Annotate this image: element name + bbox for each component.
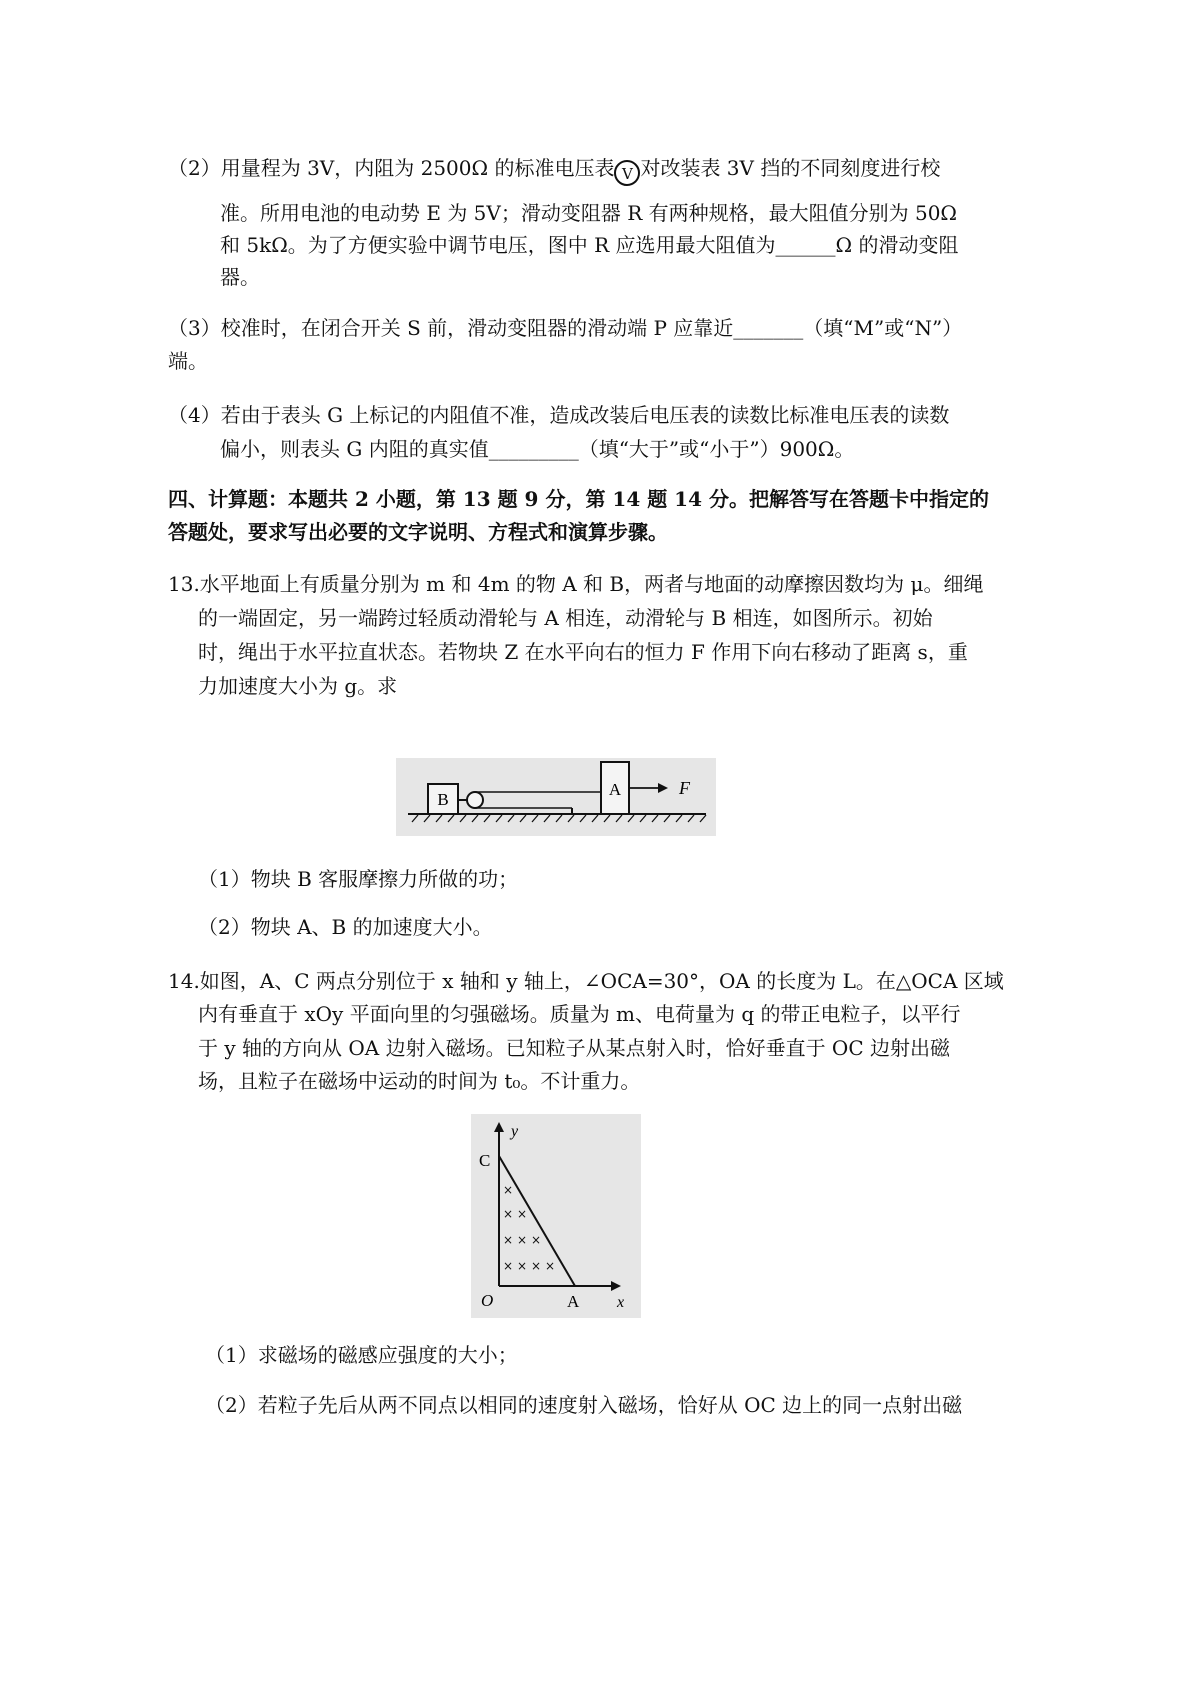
q12-part4-line1: （4）若由于表头 G 上标记的内阻值不准，造成改装后电压表的读数比标准电压表的读数 bbox=[168, 403, 950, 427]
q13-sub1: （1）物块 B 客服摩擦力所做的功； bbox=[198, 867, 519, 891]
q13-sub2: （2）物块 A、B 的加速度大小。 bbox=[198, 915, 493, 939]
q12-part3-line1: （3）校准时，在闭合开关 S 前，滑动变阻器的滑动端 P 应靠近_______（填“M”或“N”） bbox=[168, 316, 963, 340]
block-pulley-diagram bbox=[396, 758, 716, 836]
q13-line2: 的一端固定，另一端跨过轻质动滑轮与 A 相连，动滑轮与 B 相连，如图所示。初始 bbox=[198, 606, 933, 630]
q12-part2-line2: 准。所用电池的电动势 E 为 5V；滑动变阻器 R 有两种规格，最大阻值分别为 50Ω bbox=[220, 201, 958, 225]
field-mark: × bbox=[503, 1259, 514, 1273]
voltmeter-icon: V bbox=[614, 160, 640, 186]
q14-sub1: （1）求磁场的磁感应强度的大小； bbox=[205, 1343, 518, 1367]
section4-heading-line1: 四、计算题：本题共 2 小题，第 13 题 9 分，第 14 题 14 分。把解答写在答题卡中指定的 bbox=[168, 487, 989, 511]
field-mark: × bbox=[545, 1259, 556, 1273]
pulley-icon bbox=[467, 792, 483, 808]
field-mark: × bbox=[531, 1259, 542, 1273]
q14-line2: 内有垂直于 xOy 平面向里的匀强磁场。质量为 m、电荷量为 q 的带正电粒子，以平行 bbox=[198, 1002, 961, 1026]
point-a-label: A bbox=[567, 1292, 580, 1311]
x-axis-label: x bbox=[617, 1294, 625, 1311]
force-label: F bbox=[679, 778, 690, 798]
q13-line1: 13.水平地面上有质量分别为 m 和 4m 的物 A 和 B，两者与地面的动摩擦因数均为 μ。细绳 bbox=[168, 572, 984, 596]
q12-part2-text-a: （2）用量程为 3V，内阻为 2500Ω 的标准电压表 bbox=[168, 156, 615, 180]
q12-part4-line2: 偏小，则表头 G 内阻的真实值_________（填“大于”或“小于”）900Ω。 bbox=[220, 437, 855, 461]
y-axis-label: y bbox=[511, 1123, 519, 1140]
q12-part2-text-b: 对改装表 3V 挡的不同刻度进行校 bbox=[640, 156, 941, 180]
section4-heading-line2: 答题处，要求写出必要的文字说明、方程式和演算步骤。 bbox=[168, 520, 668, 544]
q14-line4: 场，且粒子在磁场中运动的时间为 t₀。不计重力。 bbox=[198, 1069, 641, 1093]
field-mark: × bbox=[503, 1233, 514, 1247]
q12-part2-line3: 和 5kΩ。为了方便实验中调节电压，图中 R 应选用最大阻值为______Ω 的滑动变阻 bbox=[220, 233, 959, 257]
q12-part2-line4: 器。 bbox=[220, 265, 260, 289]
q13-line4: 力加速度大小为 g。求 bbox=[198, 674, 398, 698]
q13-line3: 时，绳出于水平拉直状态。若物块 Z 在水平向右的恒力 F 作用下向右移动了距离 s，重 bbox=[198, 640, 968, 664]
point-c-label: C bbox=[479, 1151, 491, 1170]
field-mark: × bbox=[517, 1233, 528, 1247]
q14-sub2: （2）若粒子先后从两不同点以相同的速度射入磁场，恰好从 OC 边上的同一点射出磁 bbox=[205, 1393, 963, 1417]
q14-figure bbox=[471, 1114, 641, 1318]
block-a-label: A bbox=[608, 780, 622, 799]
field-mark: × bbox=[517, 1207, 528, 1221]
field-mark: × bbox=[503, 1183, 514, 1197]
field-mark: × bbox=[517, 1259, 528, 1273]
magnetic-field-diagram bbox=[471, 1114, 641, 1318]
q12-part3-line2: 端。 bbox=[168, 349, 208, 373]
q14-line1: 14.如图，A、C 两点分别位于 x 轴和 y 轴上，∠OCA=30°，OA 的长度为 L。在△OCA 区域 bbox=[168, 969, 1004, 993]
field-mark: × bbox=[503, 1207, 514, 1221]
q12-part2-line1 bbox=[168, 153, 940, 186]
q14-line3: 于 y 轴的方向从 OA 边射入磁场。已知粒子从某点射入时，恰好垂直于 OC 边射出磁 bbox=[198, 1036, 950, 1060]
q13-figure bbox=[396, 758, 716, 836]
field-mark: × bbox=[531, 1233, 542, 1247]
origin-label: O bbox=[481, 1291, 494, 1310]
block-b-label: B bbox=[437, 790, 449, 809]
